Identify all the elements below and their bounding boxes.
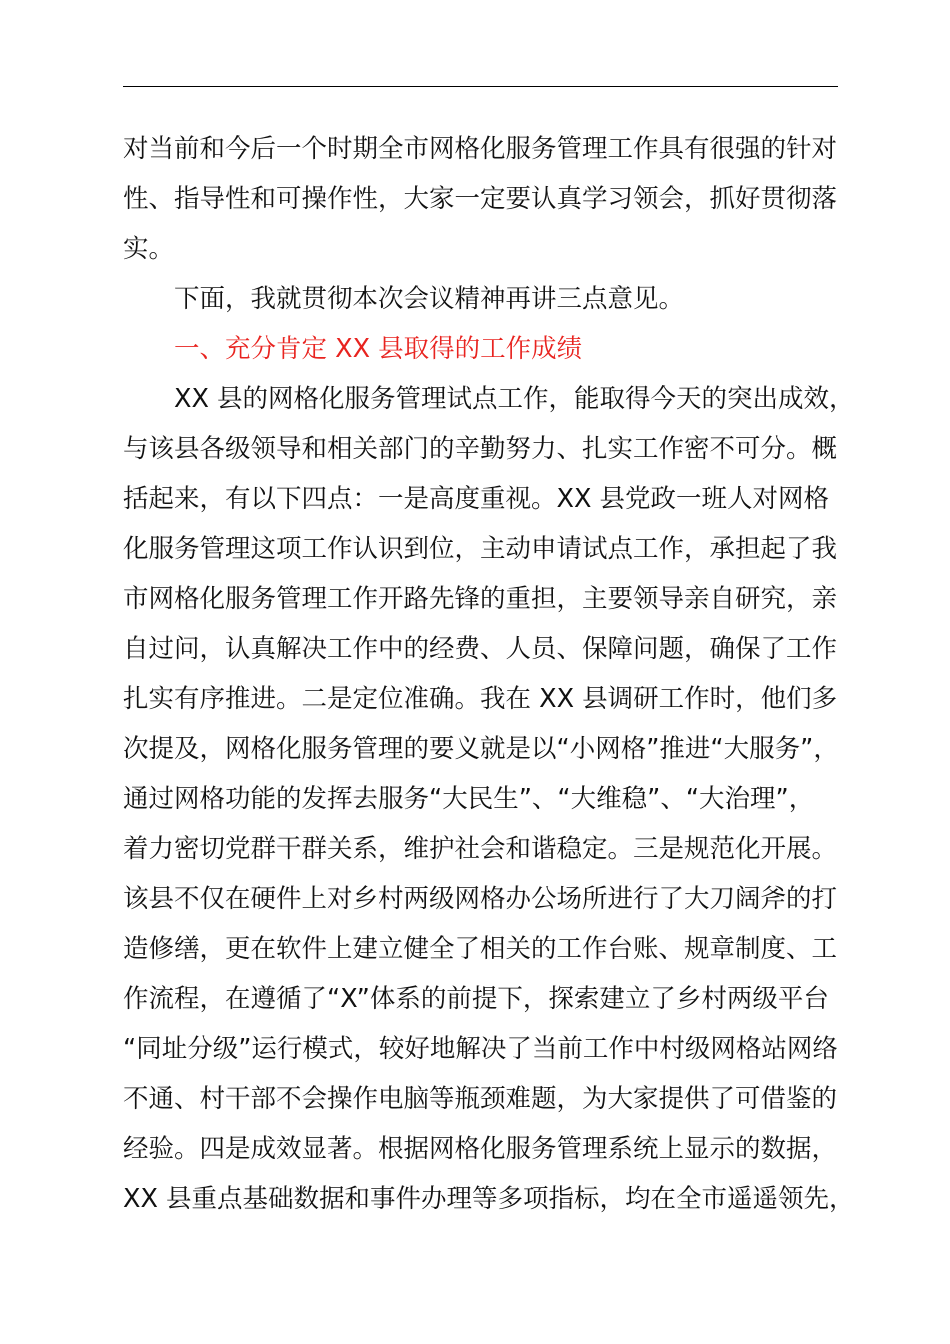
body-line: XX 县的网格化服务管理试点工作，能取得今天的突出成效， [174,384,855,414]
body-line: 自过问，认真解决工作中的经费、人员、保障问题，确保了工作 [123,634,838,664]
body-line: “同址分级”运行模式，较好地解决了当前工作中村级网格站网络 [123,1034,838,1064]
body-line: 下面，我就贯彻本次会议精神再讲三点意见。 [174,284,685,314]
body-line: 造修缮，更在软件上建立健全了相关的工作台账、规章制度、工 [123,934,838,964]
body-line: 次提及，网格化服务管理的要义就是以“小网格”推进“大服务”， [123,734,839,764]
header-rule [123,86,838,87]
body-line: 该县不仅在硬件上对乡村两级网格办公场所进行了大刀阔斧的打 [123,884,838,914]
body-line: 实。 [123,234,175,264]
body-line: 扎实有序推进。二是定位准确。我在 XX 县调研工作时，他们多 [123,684,838,714]
body-line: 作流程，在遵循了“X”体系的前提下，探索建立了乡村两级平台 [123,984,829,1014]
body-line: XX 县重点基础数据和事件办理等多项指标，均在全市遥遥领先， [123,1184,855,1214]
body-line: 经验。四是成效显著。根据网格化服务管理系统上显示的数据， [123,1134,838,1164]
body-line: 括起来，有以下四点：一是高度重视。XX 县党政一班人对网格 [123,484,830,514]
body-line: 市网格化服务管理工作开路先锋的重担，主要领导亲自研究，亲 [123,584,838,614]
body-line: 对当前和今后一个时期全市网格化服务管理工作具有很强的针对 [123,134,838,164]
body-line: 着力密切党群干群关系，维护社会和谐稳定。三是规范化开展。 [123,834,838,864]
body-line: 与该县各级领导和相关部门的辛勤努力、扎实工作密不可分。概 [123,434,838,464]
section-heading: 一、充分肯定 XX 县取得的工作成绩 [174,334,583,364]
body-line: 化服务管理这项工作认识到位，主动申请试点工作，承担起了我 [123,534,838,564]
body-line: 不通、村干部不会操作电脑等瓶颈难题，为大家提供了可借鉴的 [123,1084,838,1114]
body-line: 通过网格功能的发挥去服务“大民生”、“大维稳”、“大治理”， [123,784,815,814]
body-line: 性、指导性和可操作性，大家一定要认真学习领会，抓好贯彻落 [123,184,838,214]
